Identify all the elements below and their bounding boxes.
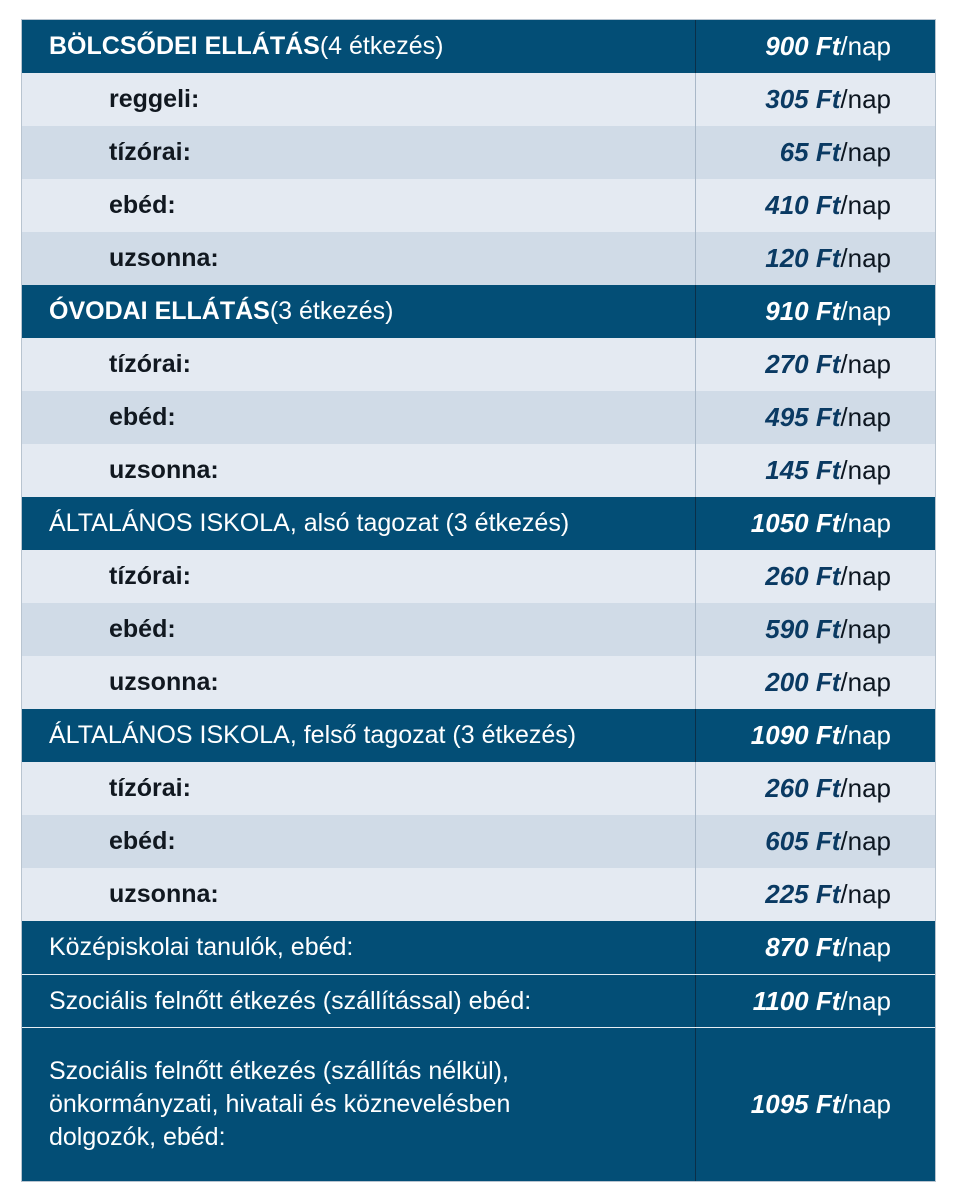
table-row: uzsonna: 120 Ft /nap: [22, 232, 935, 285]
multiline-label: Szociális felnőtt étkezés (szállítás nélkül), önkormányzati, hivatali és köznevelésben dolgozók, ebéd:: [49, 1057, 511, 1151]
section-header-also-tagozat: [22, 497, 935, 550]
section-total: 910 Ft /nap: [695, 285, 935, 338]
section-header-bolcsodei: [22, 20, 935, 73]
section-total: 1050 Ft /nap: [695, 497, 935, 550]
section-total: 900 Ft /nap: [695, 20, 935, 73]
price-table: [21, 19, 936, 1182]
section-title: ÁLTALÁNOS ISKOLA, alsó tagozat (3 étkezés): [49, 509, 570, 537]
table-row: tízórai: 65 Ft /nap: [22, 126, 935, 179]
table-row: tízórai: 260 Ft /nap: [22, 762, 935, 815]
section-title: ÁLTALÁNOS ISKOLA, felső tagozat (3 étkezés): [49, 721, 577, 749]
section-title: ÓVODAI ELLÁTÁS (3 étkezés): [49, 297, 394, 325]
table-row: ebéd: 495 Ft /nap: [22, 391, 935, 444]
section-title: BÖLCSŐDEI ELLÁTÁS (4 étkezés): [49, 32, 444, 60]
table-row: uzsonna: 200 Ft /nap: [22, 656, 935, 709]
table-row: tízórai: 270 Ft /nap: [22, 338, 935, 391]
table-row: tízórai: 260 Ft /nap: [22, 550, 935, 603]
section-total: 1090 Ft /nap: [695, 709, 935, 762]
table-row: uzsonna: 145 Ft /nap: [22, 444, 935, 497]
table-row: uzsonna: 225 Ft /nap: [22, 868, 935, 921]
section-header-felso-tagozat: [22, 709, 935, 762]
table-row: ebéd: 410 Ft /nap: [22, 179, 935, 232]
table-row: ebéd: 605 Ft /nap: [22, 815, 935, 868]
row-szocialis-szallitas-nelkul: Szociális felnőtt étkezés (szállítás nélkül), önkormányzati, hivatali és köznevelésben dolgozók, ebéd: 1095 Ft /nap: [22, 1027, 935, 1181]
table-row: reggeli: 305 Ft /nap: [22, 73, 935, 126]
row-szocialis-szallitassal: Szociális felnőtt étkezés (szállítással) ebéd: 1100 Ft /nap: [22, 974, 935, 1027]
row-kozepiskolai: Középiskolai tanulók, ebéd: 870 Ft /nap: [22, 921, 935, 974]
table-row: ebéd: 590 Ft /nap: [22, 603, 935, 656]
section-header-ovodai: [22, 285, 935, 338]
